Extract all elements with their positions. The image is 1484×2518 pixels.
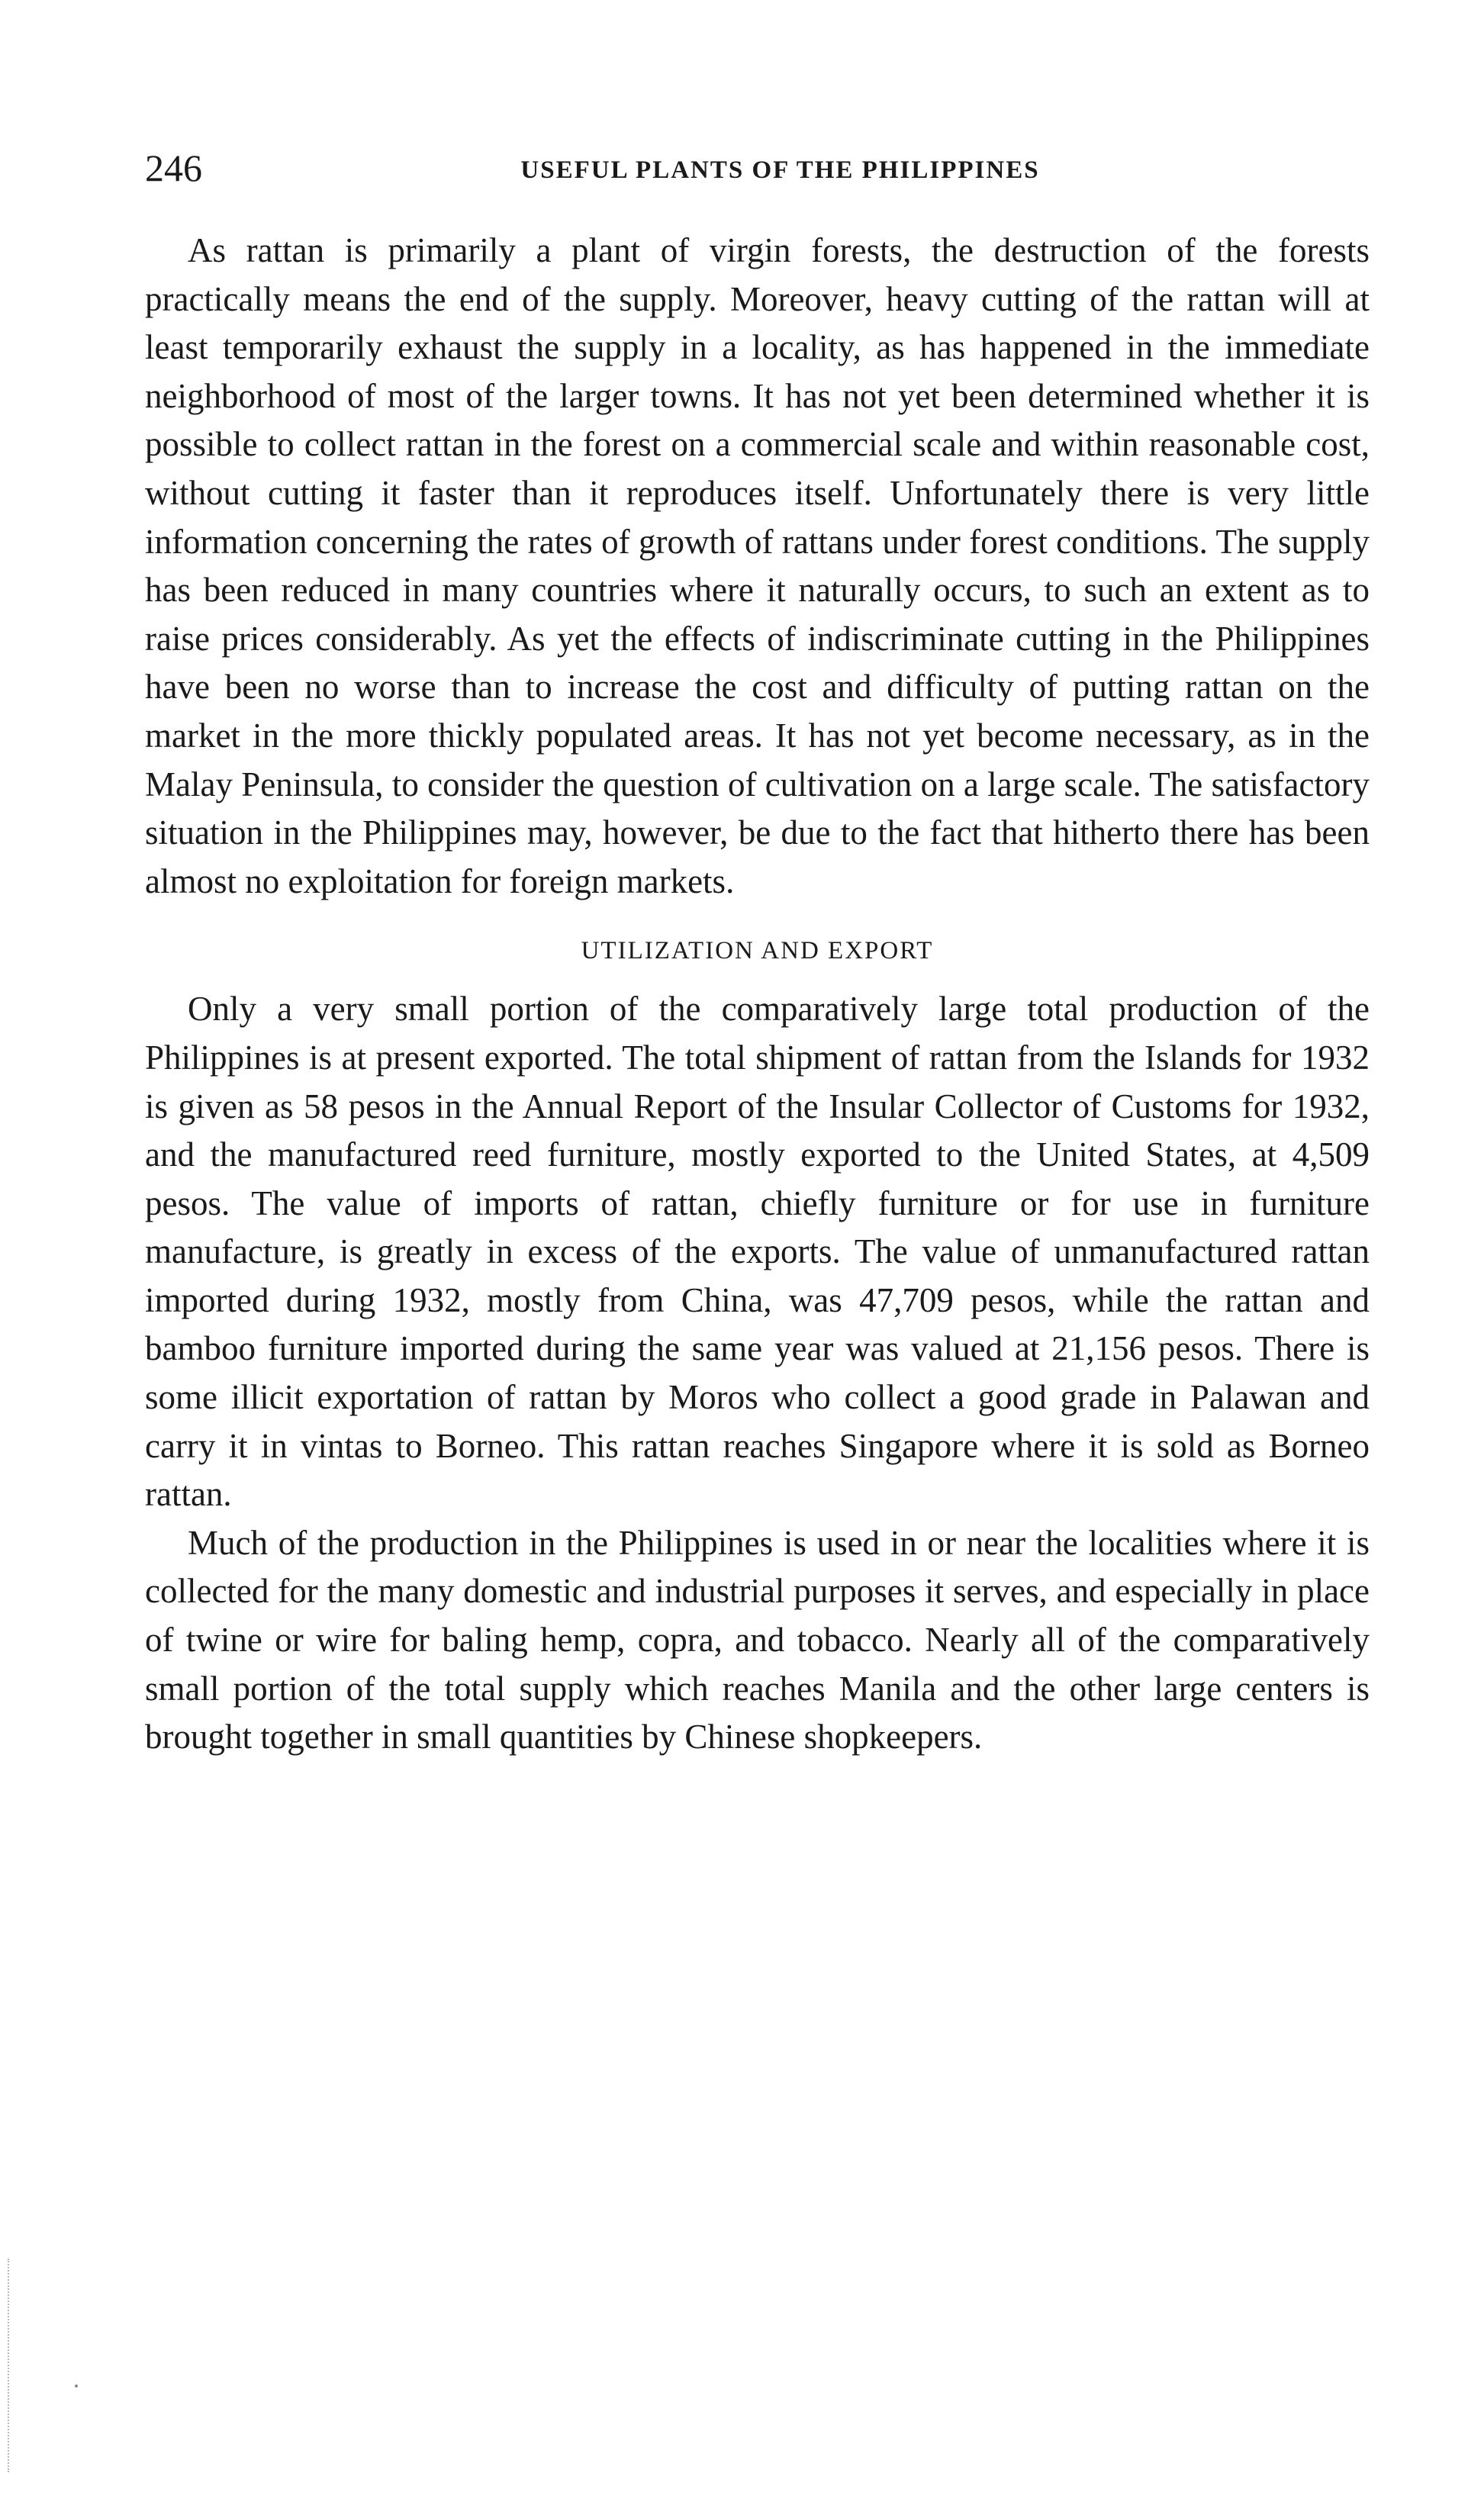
paragraph-domestic-use: Much of the production in the Philippines is used in or near the localities where it is collected for the many domestic and industrial purposes it serves, and especially in place of twine or wire for baling hemp, copra, and tobacco. Nearly all of the comparatively small portion of the total supply which reaches Manila and the other large centers is brought together in small quantities by Chinese shopkeepers. (145, 1523, 1370, 1756)
scan-margin-marks (8, 2259, 14, 2472)
running-title: USEFUL PLANTS OF THE PHILIPPINES (520, 156, 1040, 184)
running-head (145, 141, 1370, 195)
paragraph-export: Only a very small portion of the comparatively large total production of the Philippines is at present exported. The total shipment of rattan from the Islands for 1932 is given as 58 pesos in the Annual Report of the Insular Collector of Customs for 1932, and the manufactured reed furniture, mostly exported to the United States, at 4,509 pesos. The value of imports of rattan, chiefly furniture or for use in furniture manufacture, is greatly in excess of the exports. The value of unmanufactured rattan imported during 1932, mostly from China, was 47,709 pesos, while the rattan and bamboo furniture imported during the same year was valued at 21,156 pesos. There is some illicit exportation of rattan by Moros who collect a good grade in Palawan and carry it in vintas to Borneo. This rattan reaches Singapore where it is sold as Borneo rattan. (145, 990, 1370, 1514)
section-heading-utilization: UTILIZATION AND EXPORT (581, 937, 934, 965)
book-page (145, 141, 1370, 1762)
page-number: 246 (145, 147, 202, 189)
scan-speck (75, 2384, 78, 2388)
paragraph-rattan-supply: As rattan is primarily a plant of virgin forests, the destruction of the forests practically means the end of the supply. Moreover, heavy cutting of the rattan will at least temporarily exhaust the supply in a locality, as has happened in the immediate neighborhood of most of the larger towns. It has not yet been determined whether it is possible to collect rattan in the forest on a commercial scale and within reasonable cost, without cutting it faster than it reproduces itself. Unfortunately there is very little information concerning the rates of growth of rattans under forest conditions. The supply has been reduced in many countries where it naturally occurs, to such an extent as to raise prices considerably. As yet the effects of indiscriminate cutting in the Philippines have been no worse than to increase the cost and difficulty of putting rattan on the market in the more thickly populated areas. It has not yet become necessary, as in the Malay Peninsula, to consider the question of cultivation on a large scale. The satisfactory situation in the Philippines may, however, be due to the fact that hitherto there has been almost no exploitation for foreign markets. (145, 231, 1370, 900)
